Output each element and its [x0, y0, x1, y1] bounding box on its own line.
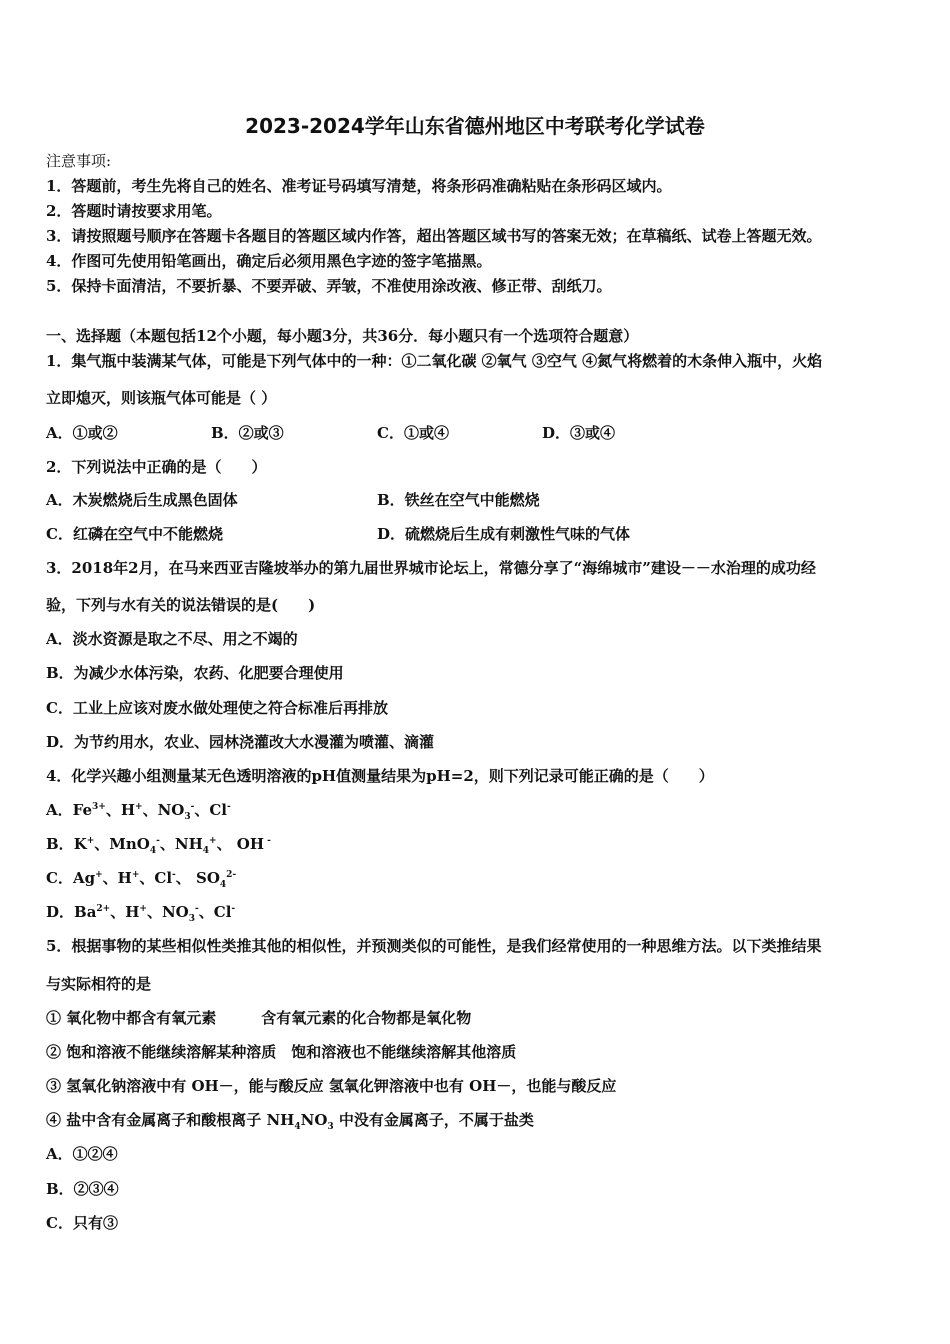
q1-option-d: D．③或④ [542, 424, 616, 442]
q4-option-a: A．$Fe^{3+}$、H+、$NO_3^-$、Cl- [46, 801, 231, 822]
q1-stem-line1: 1．集气瓶中装满某气体，可能是下列气体中的一种：①二氧化碳 ②氧气 ③空气 ④氮气将燃着的木条伸入瓶中，火焰 [46, 352, 823, 370]
q5-statement-3: ③ 氢氧化钠溶液中有 OH－，能与酸反应 氢氧化钾溶液中也有 OH－，也能与酸反应 [46, 1077, 617, 1095]
q3-stem-line2: 验，下列与水有关的说法错误的是( ) [46, 596, 316, 614]
q4-option-c: C．Ag+、H+、Cl-、 $SO_4^{2-}$ [46, 869, 237, 890]
section-heading: 一、选择题（本题包括12个小题，每小题3分，共36分．每小题只有一个选项符合题意） [46, 327, 639, 345]
notice-item: 1．答题前，考生先将自己的姓名、准考证号码填写清楚，将条形码准确粘贴在条形码区域内。 [46, 177, 672, 195]
q3-option-a: A．淡水资源是取之不尽、用之不竭的 [46, 630, 298, 648]
notice-item: 2．答题时请按要求用笔。 [46, 202, 222, 220]
q2-option-c: C．红磷在空气中不能燃烧 [46, 525, 223, 543]
q5-statement-1: ① 氧化物中都含有氧元素 含有氧元素的化合物都是氧化物 [46, 1009, 472, 1027]
q1-stem-line2: 立即熄灭，则该瓶气体可能是（ ） [46, 389, 277, 407]
q3-option-b: B．为减少水体污染，农药、化肥要合理使用 [46, 664, 344, 682]
notice-item: 5．保持卡面清洁，不要折暴、不要弄破、弄皱，不准使用涂改液、修正带、刮纸刀。 [46, 277, 612, 295]
q5-stem-line1: 5．根据事物的某些相似性类推其他的相似性，并预测类似的可能性，是我们经常使用的一种思维方法。以下类推结果 [46, 937, 822, 955]
q3-option-c: C．工业上应该对废水做处理使之符合标准后再排放 [46, 699, 388, 717]
q1-option-c: C．①或④ [377, 424, 449, 442]
q3-option-d: D．为节约用水，农业、园林浇灌改大水漫灌为喷灌、滴灌 [46, 733, 435, 751]
q2-option-a: A．木炭燃烧后生成黑色固体 [46, 491, 238, 509]
q3-stem-line1: 3．2018年2月，在马来西亚吉隆坡举办的第九届世界城市论坛上，常德分享了“海绵城市”建设－－水治理的成功经 [46, 559, 816, 577]
q1-option-b: B．②或③ [211, 424, 284, 442]
q1-option-a: A．①或② [46, 424, 118, 442]
notice-item: 3．请按照题号顺序在答题卡各题目的答题区域内作答，超出答题区域书写的答案无效；在草稿纸、试卷上答题无效。 [46, 227, 822, 245]
notice-item: 4．作图可先使用铅笔画出，确定后必须用黑色字迹的签字笔描黑。 [46, 252, 492, 270]
q5-statement-4: ④ 盐中含有金属离子和酸根离子 $NH_4NO_3$ 中没有金属离子，不属于盐类 [46, 1111, 534, 1132]
q5-stem-line2: 与实际相符的是 [46, 975, 152, 993]
page-title: 2023-2024学年山东省德州地区中考联考化学试卷 [245, 114, 705, 138]
q5-option-a: A．①②④ [46, 1145, 118, 1163]
q2-option-d: D．硫燃烧后生成有刺激性气味的气体 [377, 525, 631, 543]
q4-option-b: B．K+、MnO$_4$-、$NH_4^+$、 OH - [46, 835, 271, 856]
q2-option-b: B．铁丝在空气中能燃烧 [377, 491, 540, 509]
notice-heading: 注意事项: [46, 152, 112, 170]
q2-stem: 2．下列说法中正确的是（ ） [46, 458, 267, 476]
q5-option-b: B．②③④ [46, 1180, 119, 1198]
q5-option-c: C．只有③ [46, 1214, 118, 1232]
q4-stem: 4．化学兴趣小组测量某无色透明溶液的pH值测量结果为pH=2，则下列记录可能正确的是（ ） [46, 767, 714, 785]
q4-option-d: D．$Ba^{2+}$、H+、$NO_3^-$、Cl- [46, 903, 236, 924]
q5-statement-2: ② 饱和溶液不能继续溶解某种溶质 饱和溶液也不能继续溶解其他溶质 [46, 1043, 517, 1061]
